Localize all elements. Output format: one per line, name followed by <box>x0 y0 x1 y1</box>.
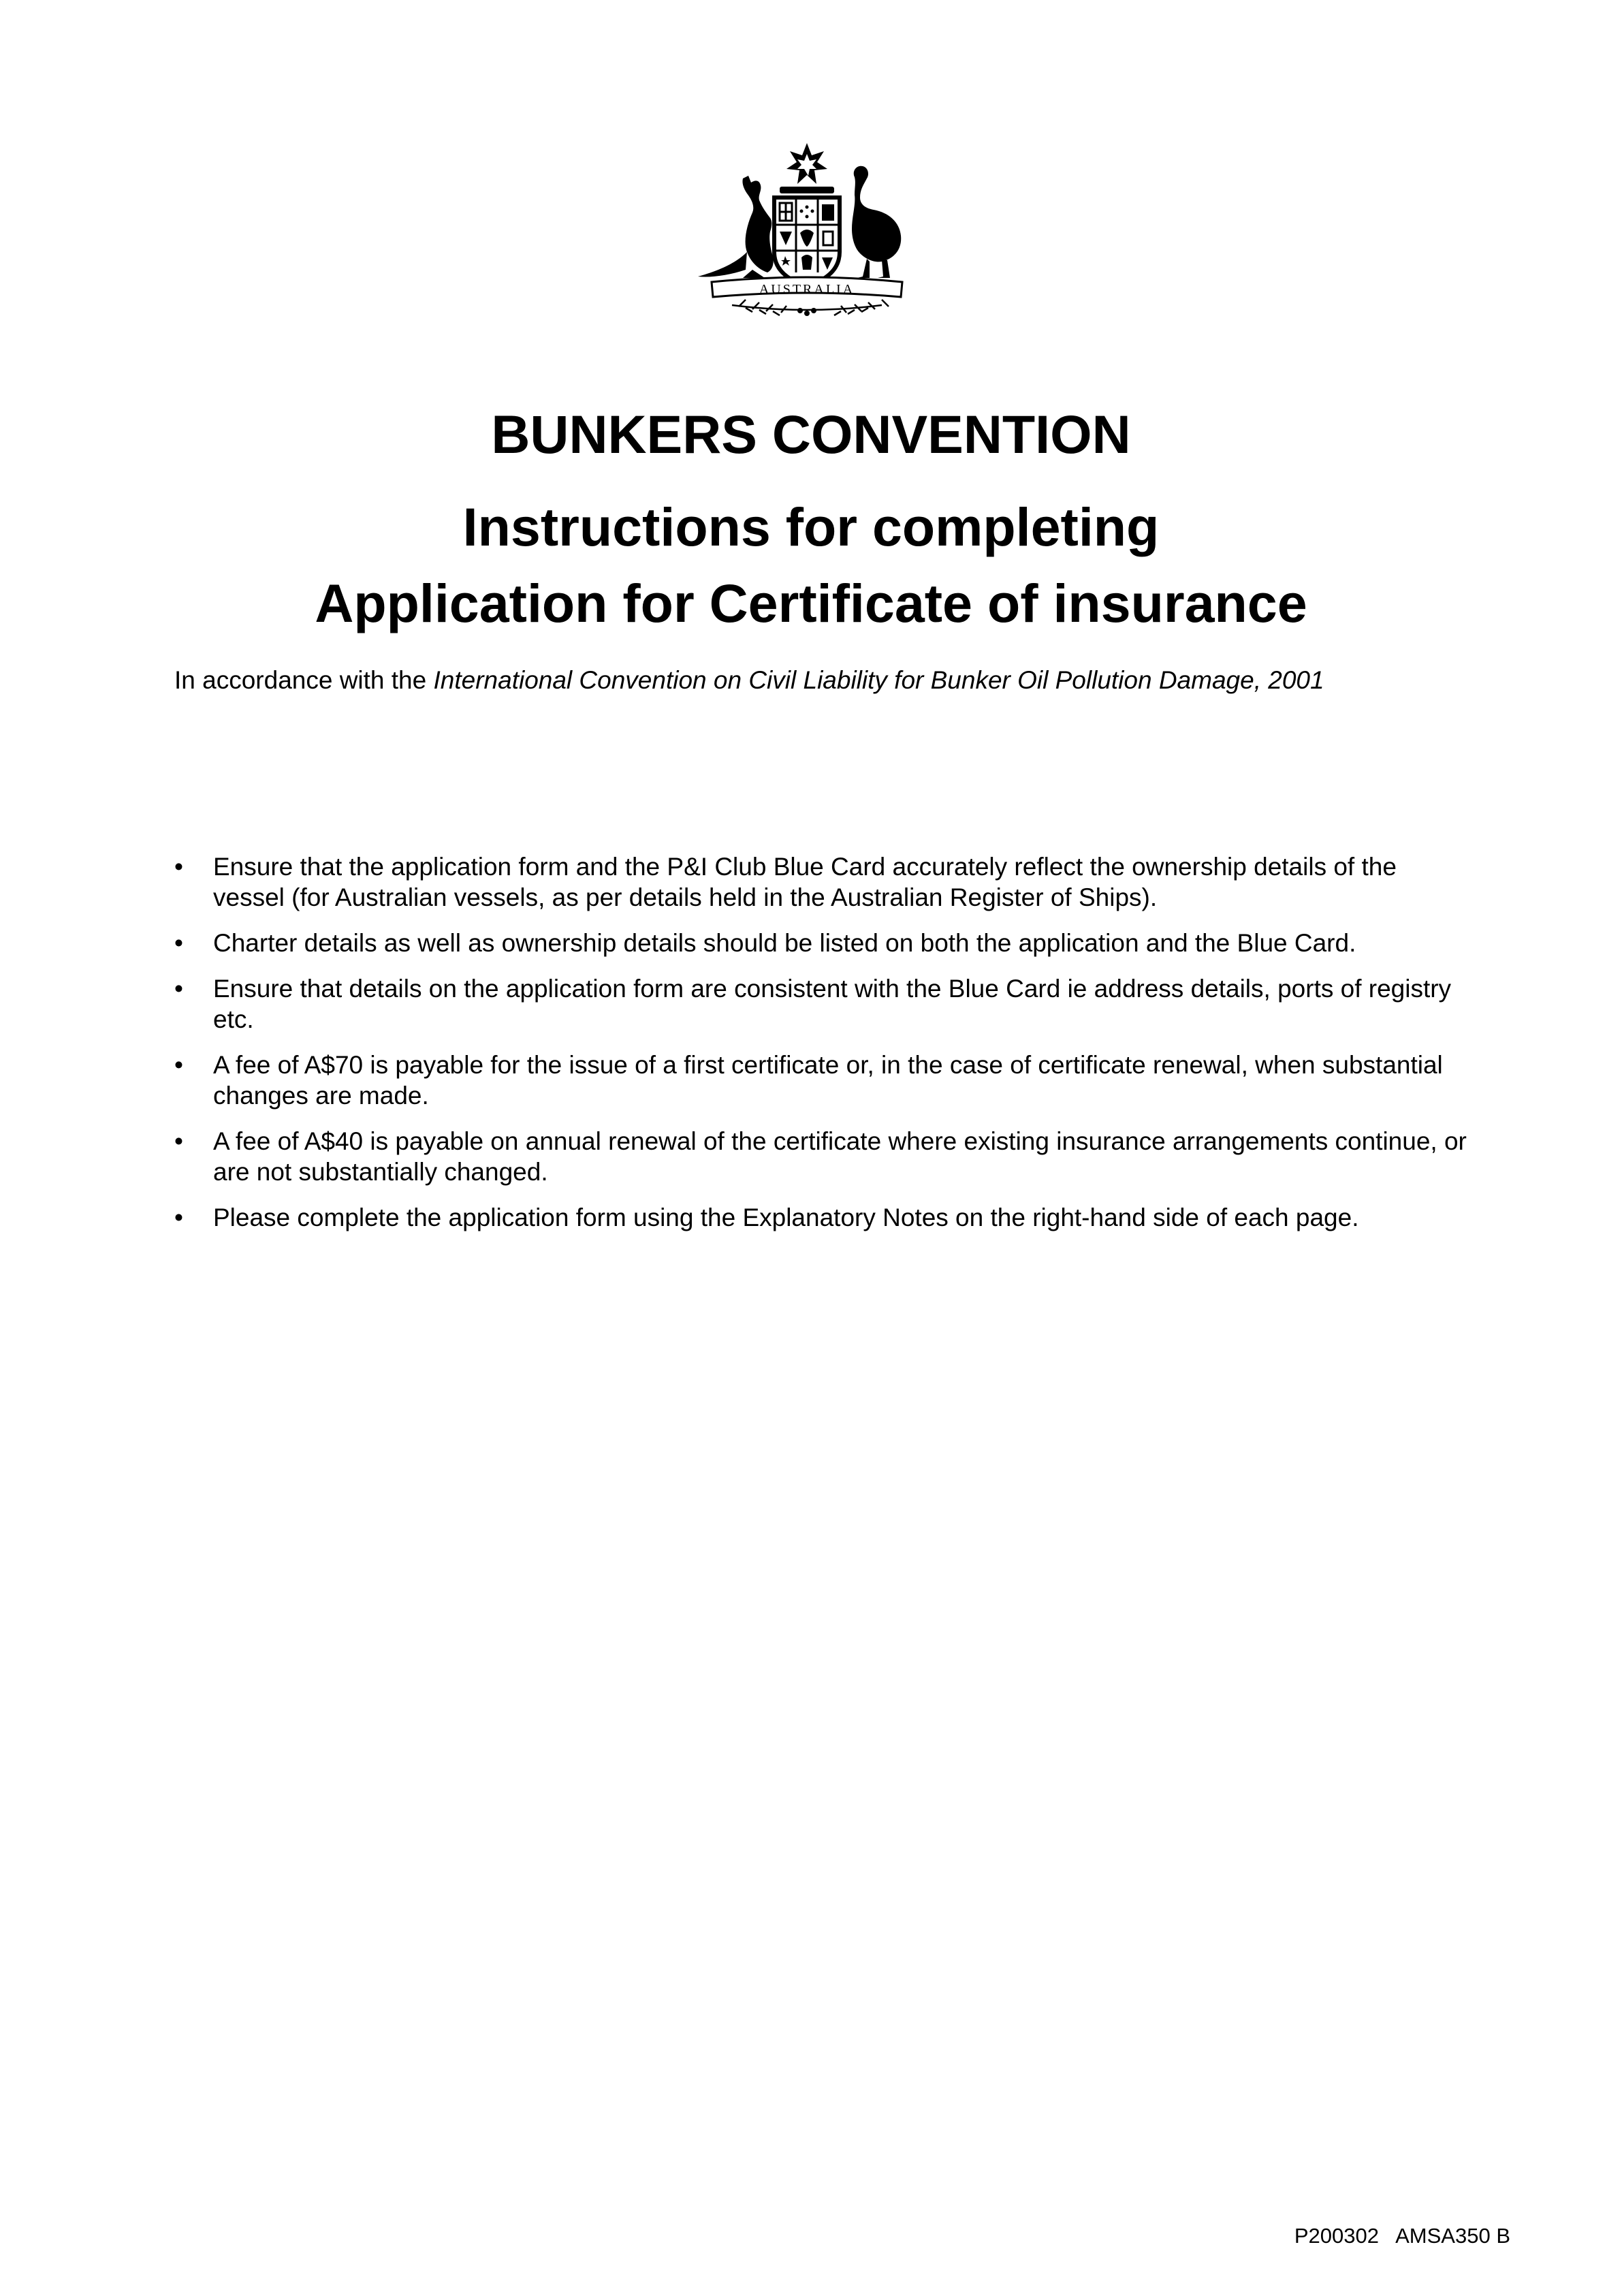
instruction-text: A fee of A$70 is payable for the issue of a first certificate or, in the case of certificate renewal, when substantial changes are made. <box>213 1051 1443 1110</box>
document-subtitle-line-1: Instructions for completing <box>462 497 1160 557</box>
convention-reference <box>174 665 1502 695</box>
coat-of-arms-icon <box>684 136 929 320</box>
bullet-icon: • <box>174 975 183 1003</box>
instruction-item <box>174 1050 1468 1111</box>
kangaroo <box>698 176 774 277</box>
wattle-spray <box>732 300 889 315</box>
bullet-icon: • <box>174 853 183 881</box>
instruction-text: Ensure that details on the application form are consistent with the Blue Card ie address details, ports of registry etc. <box>213 975 1452 1033</box>
motto-text: AUSTRALIA <box>759 282 855 297</box>
coat-of-arms-graphic <box>684 136 929 320</box>
form-code: P200302 AMSA350 B <box>1294 2224 1510 2248</box>
instruction-text: A fee of A$40 is payable on annual renewal of the certificate where existing insurance arrangements continue, or are not substantially changed. <box>213 1127 1467 1186</box>
instruction-text: Ensure that the application form and the P&I Club Blue Card accurately reflect the ownership details of the vessel (for Australian vessels, as per details held in the Australian Register of Ships). <box>213 853 1397 911</box>
convention-reference-prefix: In accordance with the <box>174 666 434 694</box>
document-title: BUNKERS CONVENTION <box>491 404 1131 465</box>
emu <box>852 166 901 262</box>
bullet-icon: • <box>174 1051 183 1079</box>
instruction-text: Please complete the application form using the Explanatory Notes on the right-hand side of each page. <box>213 1204 1359 1231</box>
instruction-item <box>174 973 1468 1035</box>
bullet-icon: • <box>174 1127 183 1155</box>
bullet-icon: • <box>174 929 183 957</box>
bullet-icon: • <box>174 1204 183 1231</box>
instructions-list <box>174 851 1468 1248</box>
instruction-item <box>174 1126 1468 1187</box>
instruction-item <box>174 1202 1468 1233</box>
instruction-text: Charter details as well as ownership details should be listed on both the application and the Blue Card. <box>213 929 1356 957</box>
instruction-item <box>174 851 1468 913</box>
instruction-item <box>174 928 1468 958</box>
document-subtitle-line-2: Application for Certificate of insurance <box>315 573 1307 633</box>
convention-name: International Convention on Civil Liability for Bunker Oil Pollution Damage, 2001 <box>433 666 1324 694</box>
